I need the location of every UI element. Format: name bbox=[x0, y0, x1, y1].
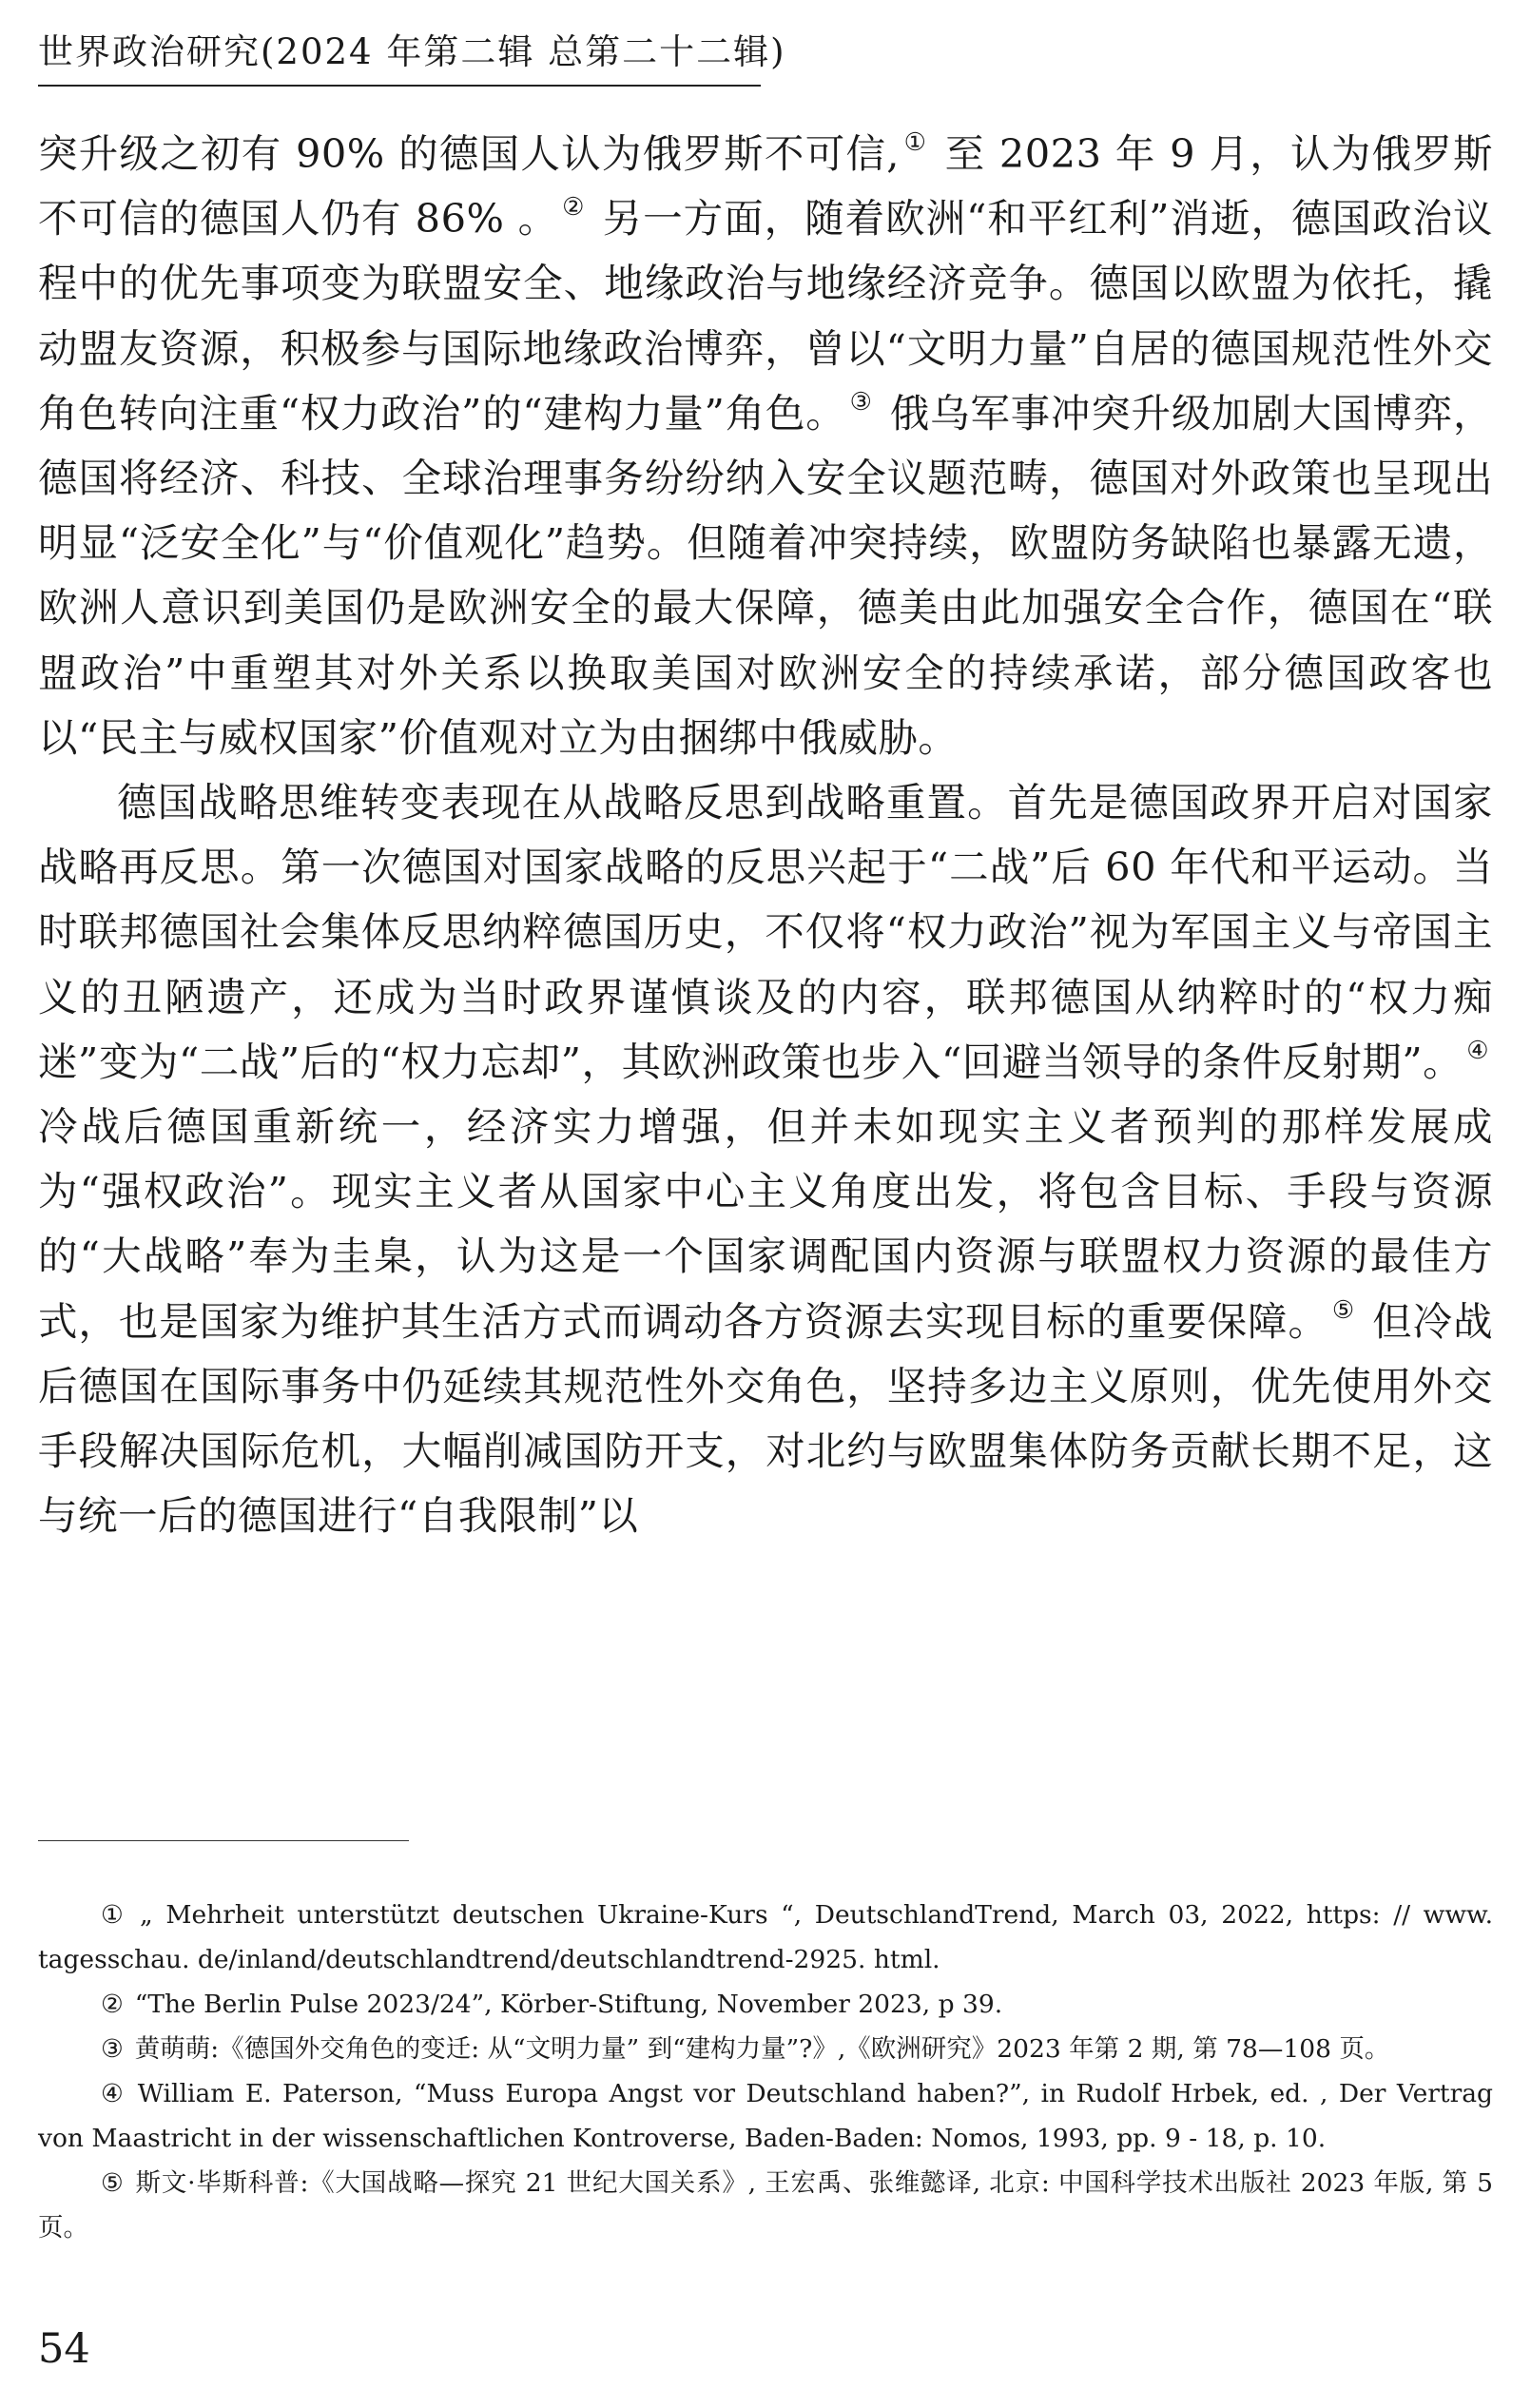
footnote-text: 黄萌萌:《德国外交角色的变迁: 从“文明力量” 到“建构力量”?》,《欧洲研究》2023 年第 2 期, 第 78—108 页。 bbox=[134, 2034, 1390, 2064]
footnote-2 bbox=[38, 1982, 1493, 2027]
footnote-number: ④ bbox=[101, 2079, 126, 2108]
paragraph-2 bbox=[38, 770, 1493, 1548]
footnote-marker-2[interactable]: ② bbox=[562, 193, 586, 223]
footnote-marker-4[interactable]: ④ bbox=[1466, 1036, 1489, 1065]
footnote-3 bbox=[38, 2027, 1493, 2071]
text-segment: 俄乌军事冲突升级加剧大国博弈，德国将经济、科技、全球治理事务纷纷纳入安全议题范畴，德国对外政策也呈现出明显“泛安全化”与“价值观化”趋势。但随着冲突持续，欧盟防务缺陷也暴露无遗，欧洲人意识到美国仍是欧洲安全的最大保障，德美由此加强安全合作，德国在“联盟政治”中重塑其对外关系以换取美国对欧洲安全的持续承诺，部分德国政客也以“民主与威权国家”价值观对立为由捆绑中俄威胁。 bbox=[38, 389, 1493, 761]
footnote-separator bbox=[38, 1840, 409, 1841]
text-segment: 冷战后德国重新统一，经济实力增强，但并未如现实主义者预判的那样发展成为“强权政治”。现实主义者从国家中心主义角度出发，将包含目标、手段与资源的“大战略”奉为圭臬，认为这是一个国家调配国内资源与联盟权力资源的最佳方式，也是国家为维护其生活方式而调动各方资源去实现目标的重要保障。 bbox=[38, 1103, 1493, 1345]
footnote-marker-3[interactable]: ③ bbox=[849, 387, 873, 417]
header-rule bbox=[38, 85, 761, 87]
footnote-marker-1[interactable]: ① bbox=[902, 128, 928, 157]
text-segment: 突升级之初有 90% 的德国人认为俄罗斯不可信, bbox=[38, 130, 900, 177]
text-segment: 但冷战后德国在国际事务中仍延续其规范性外交角色，坚持多边主义原则，优先使用外交手段解决国际危机，大幅削减国防开支，对北约与欧盟集体防务贡献长期不足，这与统一后的德国进行“自我限制”以 bbox=[38, 1297, 1493, 1540]
footnote-text: „ Mehrheit unterstützt deutschen Ukraine-Kurs “, DeutschlandTrend, March 03, 2022, https: // www. tagesschau. de/inland/deutschlandtrend/deutschlandtrend-2925. html. bbox=[38, 1900, 1493, 1974]
footnote-marker-5[interactable]: ⑤ bbox=[1331, 1295, 1356, 1325]
text-segment: 另一方面，随着欧洲“和平红利”消逝，德国政治议程中的优先事项变为联盟安全、地缘政治与地缘经济竞争。德国以欧盟为依托，撬动盟友资源，积极参与国际地缘政治博弈，曾以“文明力量”自居的德国规范性外交角色转向注重“权力政治”的“建构力量”角色。 bbox=[38, 195, 1493, 437]
footnote-5 bbox=[38, 2161, 1493, 2250]
footnote-number: ⑤ bbox=[101, 2168, 125, 2198]
footnote-1 bbox=[38, 1893, 1493, 1982]
footnote-text: 斯文·毕斯科普:《大国战略—探究 21 世纪大国关系》, 王宏禹、张维懿译, 北京: 中国科学技术出版社 2023 年版, 第 5 页。 bbox=[38, 2168, 1493, 2243]
footnote-text: William E. Paterson, “Muss Europa Angst vor Deutschland haben?”, in Rudolf Hrbek, ed. , Der Vertrag von Maastricht in der wissenschaftlichen Kontroverse, Baden-Baden: Nomos, 1993, pp. 9 - 18, p. 10. bbox=[38, 2079, 1493, 2153]
footnote-number: ② bbox=[101, 1990, 124, 2019]
footnote-number: ① bbox=[101, 1900, 128, 1930]
footnote-4 bbox=[38, 2071, 1493, 2161]
paragraph-1 bbox=[38, 122, 1493, 770]
footnote-number: ③ bbox=[101, 2034, 124, 2064]
footnote-text: “The Berlin Pulse 2023/24”, Körber-Stiftung, November 2023, p 39. bbox=[134, 1990, 1003, 2019]
main-text bbox=[38, 122, 1493, 1548]
text-segment: 德国战略思维转变表现在从战略反思到战略重置。首先是德国政界开启对国家战略再反思。第一次德国对国家战略的反思兴起于“二战”后 60 年代和平运动。当时联邦德国社会集体反思纳粹德国历史，不仅将“权力政治”视为军国主义与帝国主义的丑陋遗产，还成为当时政界谨慎谈及的内容，联邦德国从纳粹时的“权力痴迷”变为“二战”后的“权力忘却”，其欧洲政策也步入“回避当领导的条件反射期”。 bbox=[38, 779, 1493, 1085]
page-number: 54 bbox=[38, 2325, 90, 2373]
footnotes bbox=[38, 1893, 1493, 2250]
text-segment: 至 2023 年 9 月，认为俄罗斯不可信的德国人仍有 86% 。 bbox=[38, 130, 1493, 243]
running-header: 世界政治研究(2024 年第二辑 总第二十二辑) bbox=[38, 31, 786, 72]
